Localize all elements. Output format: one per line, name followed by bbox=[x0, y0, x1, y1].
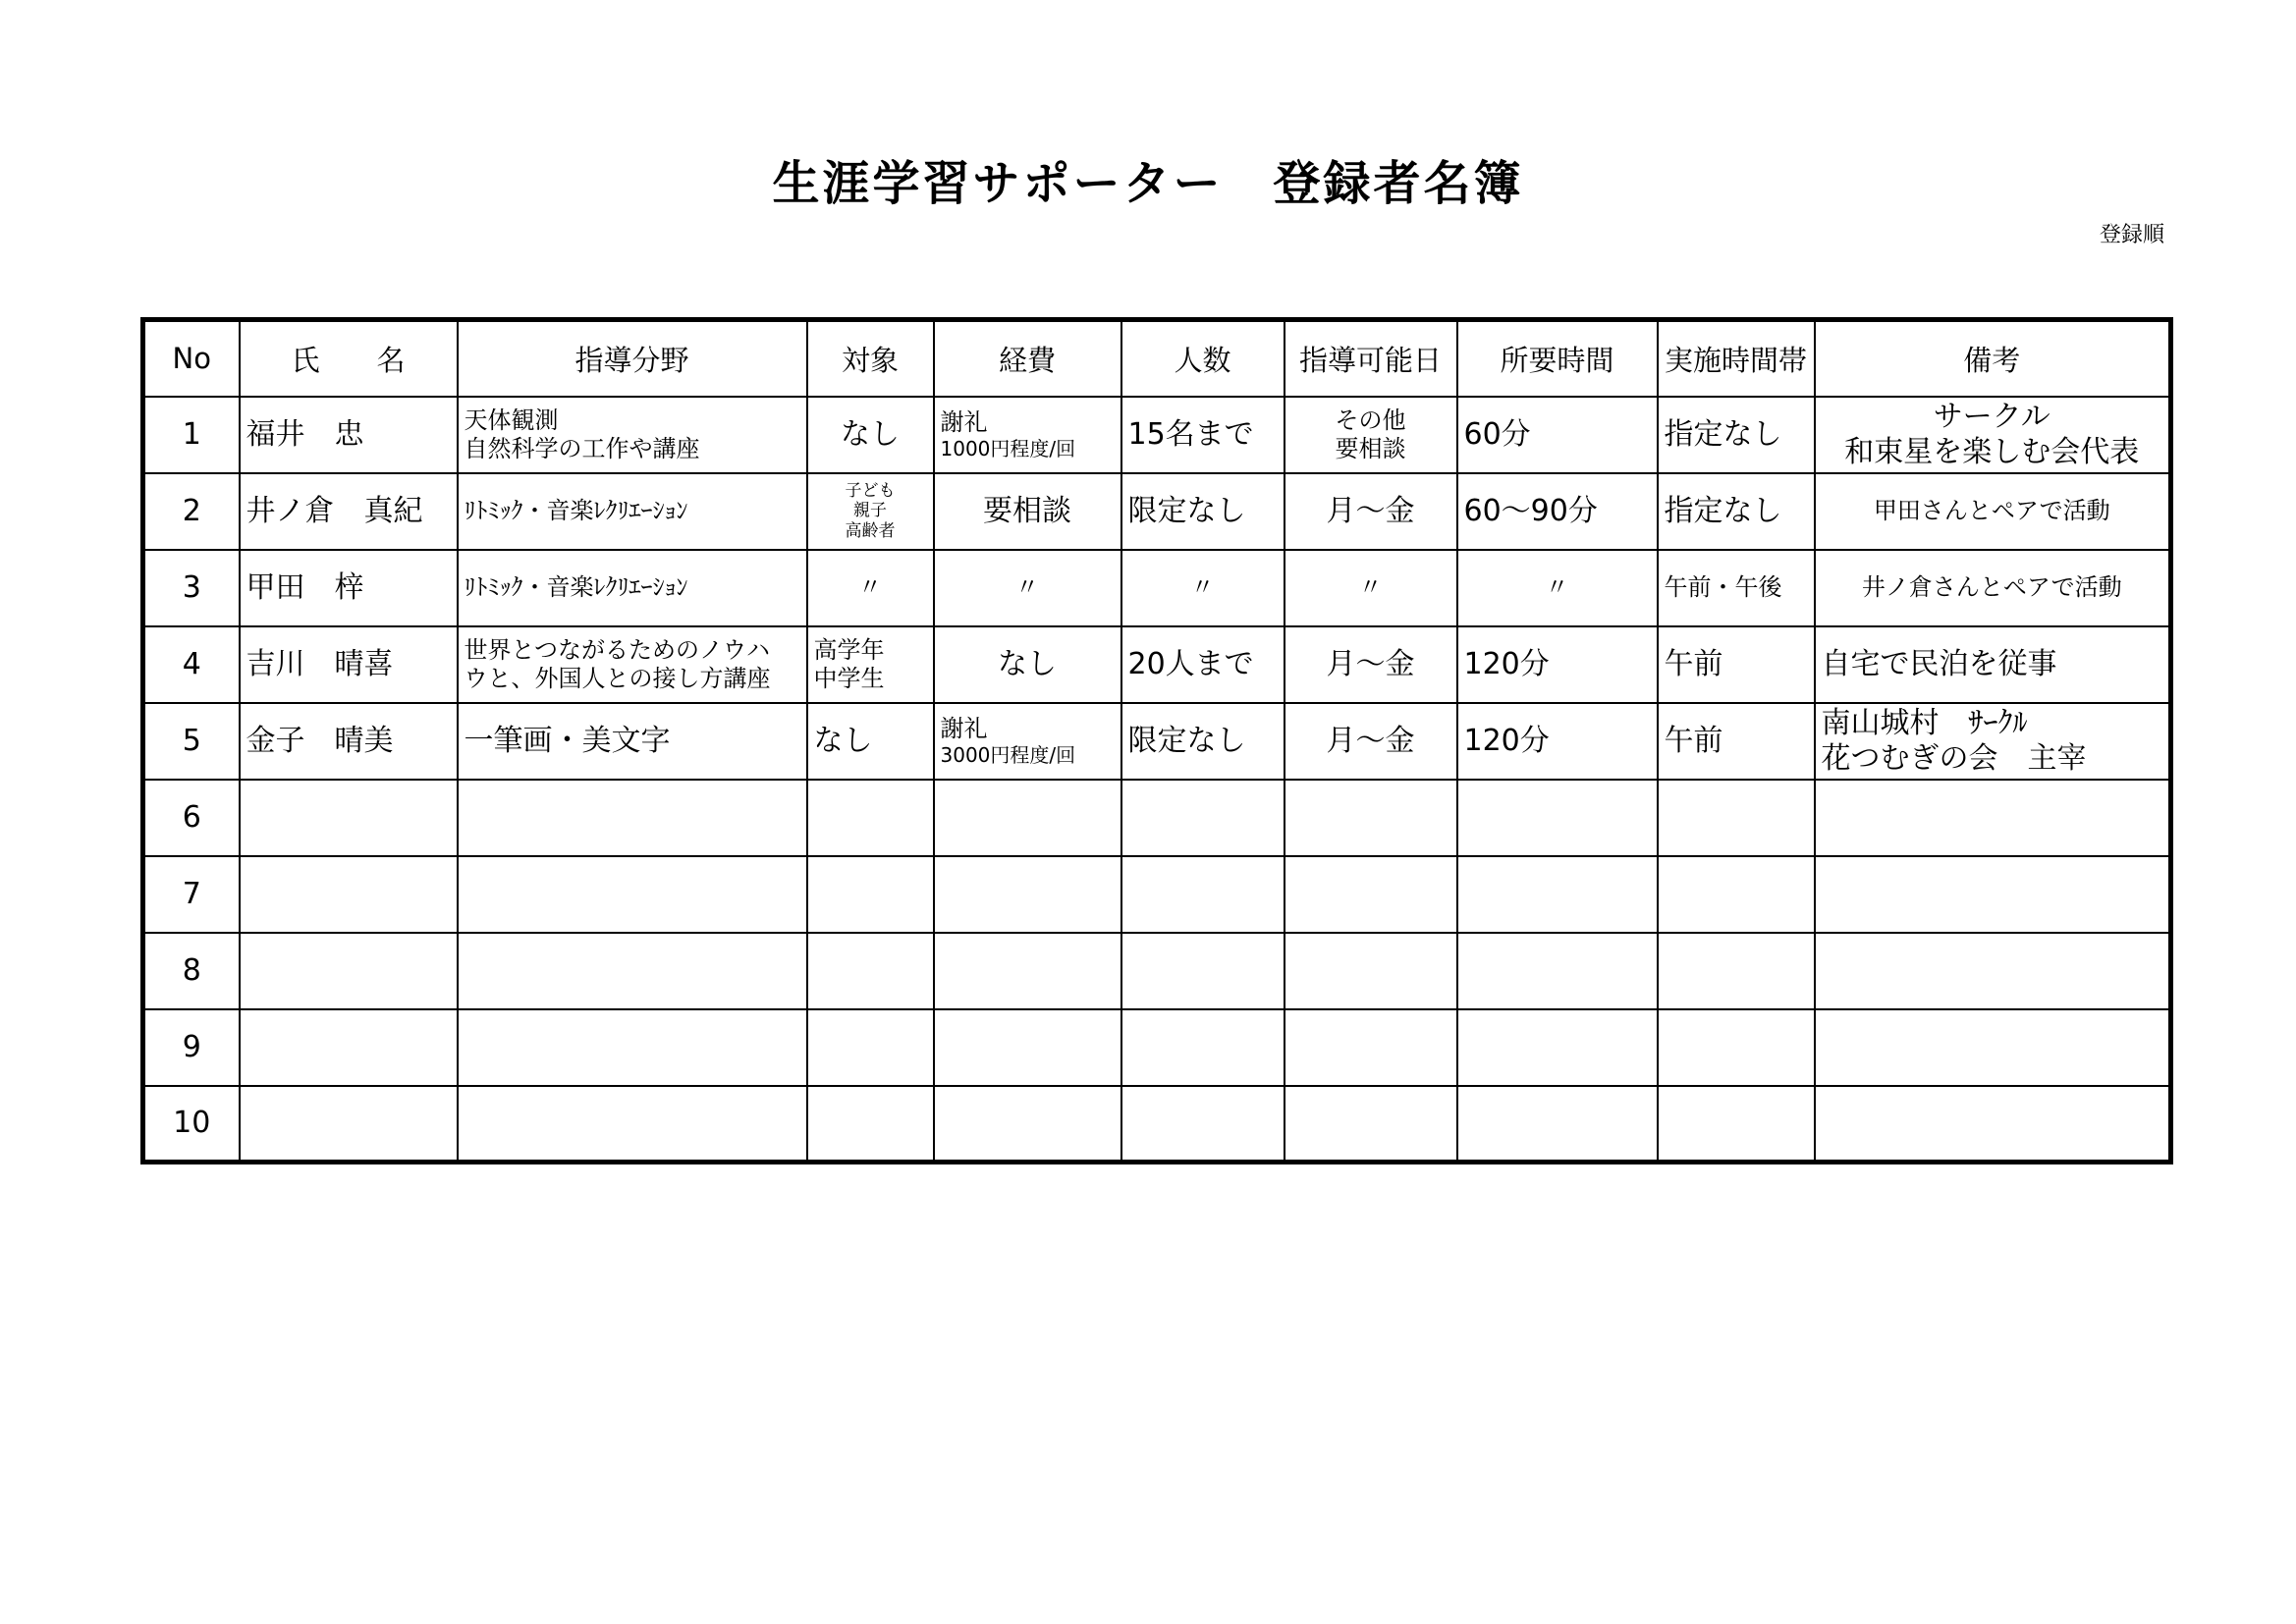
cell-timeslot: 午前・午後 bbox=[1658, 550, 1815, 626]
cell-people: 20人まで bbox=[1121, 626, 1285, 703]
cell-field: 天体観測 自然科学の工作や講座 bbox=[458, 397, 807, 473]
cell-remarks: 甲田さんとペアで活動 bbox=[1815, 473, 2171, 550]
cell-no: 2 bbox=[143, 473, 240, 550]
cell-timeslot: 指定なし bbox=[1658, 473, 1815, 550]
table-row bbox=[143, 933, 2171, 1009]
cell-people: 〃 bbox=[1121, 550, 1285, 626]
cell-field bbox=[458, 1086, 807, 1163]
cell-no: 7 bbox=[143, 856, 240, 933]
cell-people bbox=[1121, 1086, 1285, 1163]
cell-cost bbox=[934, 1086, 1121, 1163]
cell-field: ﾘﾄﾐｯｸ・音楽ﾚｸﾘｴｰｼｮﾝ bbox=[458, 473, 807, 550]
cell-people bbox=[1121, 856, 1285, 933]
cell-people: 15名まで bbox=[1121, 397, 1285, 473]
cell-target: 〃 bbox=[807, 550, 934, 626]
cell-people bbox=[1121, 1009, 1285, 1086]
cell-remarks: 井ノ倉さんとペアで活動 bbox=[1815, 550, 2171, 626]
cell-remarks bbox=[1815, 1086, 2171, 1163]
table-row bbox=[143, 780, 2171, 856]
cell-target: 子ども 親子 高齢者 bbox=[807, 473, 934, 550]
cell-name bbox=[240, 1086, 458, 1163]
cell-duration bbox=[1457, 1086, 1658, 1163]
cell-cost bbox=[934, 856, 1121, 933]
cell-people: 限定なし bbox=[1121, 703, 1285, 780]
cell-no: 8 bbox=[143, 933, 240, 1009]
cell-cost: 謝礼 3000円程度/回 bbox=[934, 703, 1121, 780]
header-timeslot: 実施時間帯 bbox=[1658, 320, 1815, 397]
cell-name bbox=[240, 780, 458, 856]
header-target: 対象 bbox=[807, 320, 934, 397]
cell-name: 金子 晴美 bbox=[240, 703, 458, 780]
cell-timeslot bbox=[1658, 856, 1815, 933]
cell-cost: 〃 bbox=[934, 550, 1121, 626]
cell-remarks bbox=[1815, 1009, 2171, 1086]
cell-name bbox=[240, 856, 458, 933]
table-row bbox=[143, 703, 2171, 780]
header-remarks: 備考 bbox=[1815, 320, 2171, 397]
page-title: 生涯学習サポーター 登録者名簿 bbox=[772, 156, 1524, 211]
cell-timeslot bbox=[1658, 933, 1815, 1009]
cell-timeslot bbox=[1658, 780, 1815, 856]
table-row bbox=[143, 856, 2171, 933]
cell-duration: 〃 bbox=[1457, 550, 1658, 626]
cell-duration bbox=[1457, 1009, 1658, 1086]
table-row bbox=[143, 1086, 2171, 1163]
cell-remarks bbox=[1815, 933, 2171, 1009]
cell-no: 1 bbox=[143, 397, 240, 473]
cell-field bbox=[458, 780, 807, 856]
cell-field: 一筆画・美文字 bbox=[458, 703, 807, 780]
header-cost: 経費 bbox=[934, 320, 1121, 397]
cell-timeslot bbox=[1658, 1009, 1815, 1086]
cell-target bbox=[807, 1086, 934, 1163]
cell-name: 井ノ倉 真紀 bbox=[240, 473, 458, 550]
cell-target bbox=[807, 1009, 934, 1086]
cell-no: 5 bbox=[143, 703, 240, 780]
header-days: 指導可能日 bbox=[1285, 320, 1457, 397]
cell-days bbox=[1285, 856, 1457, 933]
cell-target bbox=[807, 933, 934, 1009]
table-row bbox=[143, 1009, 2171, 1086]
cell-target bbox=[807, 856, 934, 933]
cell-name bbox=[240, 1009, 458, 1086]
cell-cost bbox=[934, 933, 1121, 1009]
cell-target: なし bbox=[807, 397, 934, 473]
cell-name: 福井 忠 bbox=[240, 397, 458, 473]
cell-cost bbox=[934, 1009, 1121, 1086]
cell-remarks: サークル 和束星を楽しむ会代表 bbox=[1815, 397, 2171, 473]
header-name: 氏 名 bbox=[240, 320, 458, 397]
sort-order-note: 登録順 bbox=[2099, 223, 2164, 247]
cell-duration: 120分 bbox=[1457, 703, 1658, 780]
cell-no: 4 bbox=[143, 626, 240, 703]
cell-days bbox=[1285, 1086, 1457, 1163]
table-row bbox=[143, 550, 2171, 626]
cell-timeslot: 午前 bbox=[1658, 626, 1815, 703]
cell-duration: 120分 bbox=[1457, 626, 1658, 703]
cell-name: 甲田 梓 bbox=[240, 550, 458, 626]
cell-days: 〃 bbox=[1285, 550, 1457, 626]
cell-remarks: 南山城村 ｻｰｸﾙ 花つむぎの会 主宰 bbox=[1815, 703, 2171, 780]
cell-field: ﾘﾄﾐｯｸ・音楽ﾚｸﾘｴｰｼｮﾝ bbox=[458, 550, 807, 626]
cell-duration bbox=[1457, 780, 1658, 856]
cell-target: なし bbox=[807, 703, 934, 780]
header-row bbox=[143, 320, 2171, 397]
cell-cost bbox=[934, 780, 1121, 856]
cell-people bbox=[1121, 780, 1285, 856]
cell-name bbox=[240, 933, 458, 1009]
header-duration: 所要時間 bbox=[1457, 320, 1658, 397]
cell-field bbox=[458, 1009, 807, 1086]
cell-field: 世界とつながるためのノウハ ウと、外国人との接し方講座 bbox=[458, 626, 807, 703]
cell-remarks: 自宅で民泊を従事 bbox=[1815, 626, 2171, 703]
cell-days: その他 要相談 bbox=[1285, 397, 1457, 473]
cell-field bbox=[458, 856, 807, 933]
cell-duration: 60～90分 bbox=[1457, 473, 1658, 550]
cell-no: 9 bbox=[143, 1009, 240, 1086]
header-people: 人数 bbox=[1121, 320, 1285, 397]
cell-no: 3 bbox=[143, 550, 240, 626]
header-field: 指導分野 bbox=[458, 320, 807, 397]
cell-people: 限定なし bbox=[1121, 473, 1285, 550]
cell-remarks bbox=[1815, 780, 2171, 856]
cell-name: 吉川 晴喜 bbox=[240, 626, 458, 703]
cell-timeslot: 指定なし bbox=[1658, 397, 1815, 473]
cell-duration bbox=[1457, 856, 1658, 933]
table-row bbox=[143, 473, 2171, 550]
cell-days: 月～金 bbox=[1285, 473, 1457, 550]
cell-cost: なし bbox=[934, 626, 1121, 703]
cell-no: 10 bbox=[143, 1086, 240, 1163]
cell-days: 月～金 bbox=[1285, 703, 1457, 780]
cell-days bbox=[1285, 1009, 1457, 1086]
cell-cost: 謝礼 1000円程度/回 bbox=[934, 397, 1121, 473]
cell-target: 高学年 中学生 bbox=[807, 626, 934, 703]
table-row bbox=[143, 626, 2171, 703]
cell-timeslot: 午前 bbox=[1658, 703, 1815, 780]
table-row bbox=[143, 397, 2171, 473]
cell-duration bbox=[1457, 933, 1658, 1009]
cell-field bbox=[458, 933, 807, 1009]
cell-days: 月～金 bbox=[1285, 626, 1457, 703]
cell-cost: 要相談 bbox=[934, 473, 1121, 550]
cell-timeslot bbox=[1658, 1086, 1815, 1163]
registrant-table bbox=[140, 317, 2173, 1164]
header-no: No bbox=[143, 320, 240, 397]
cell-no: 6 bbox=[143, 780, 240, 856]
cell-target bbox=[807, 780, 934, 856]
cell-days bbox=[1285, 780, 1457, 856]
cell-remarks bbox=[1815, 856, 2171, 933]
cell-days bbox=[1285, 933, 1457, 1009]
cell-duration: 60分 bbox=[1457, 397, 1658, 473]
cell-people bbox=[1121, 933, 1285, 1009]
